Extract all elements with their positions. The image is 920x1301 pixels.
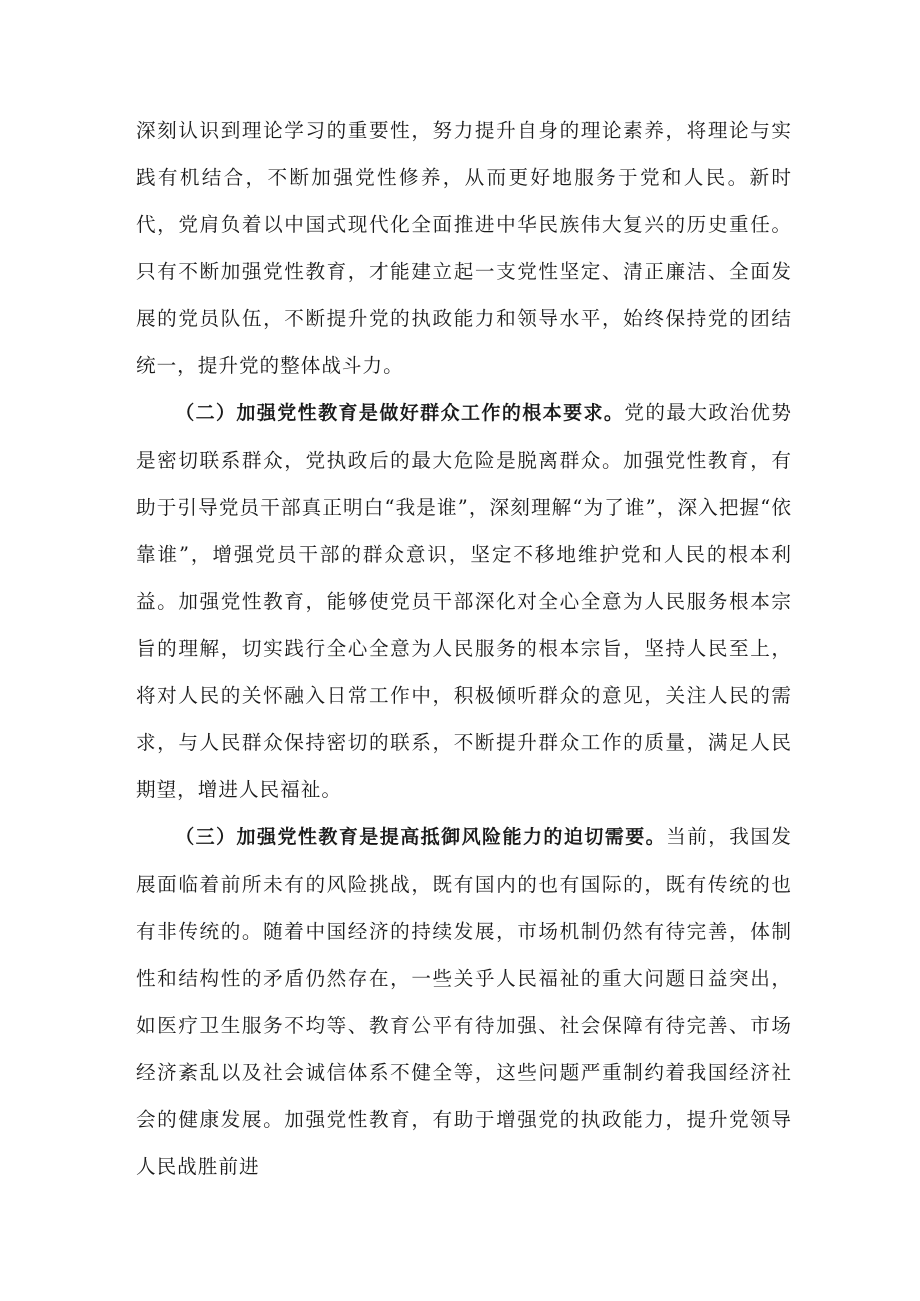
section-heading: （三）加强党性教育是提高抵御风险能力的迫切需要。 [175, 826, 667, 848]
paragraph-body: 当前，我国发展面临着前所未有的风险挑战，既有国内的也有国际的，既有传统的也有非传统的。随着中国经济的持续发展，市场机制仍然有待完善，体制性和结构性的矛盾仍然存在，一些关乎人民福祉的重大问题日益突出，如医疗卫生服务不均等、教育公平有待加强、社会保障有待完善、市场经济紊乱以及社会诚信体系不健全等，这些问题严重制约着我国经济社会的健康发展。加强党性教育，有助于增强党的执政能力，提升党领导人民战胜前进 [136, 825, 793, 1178]
paragraph-body: 党的最大政治优势是密切联系群众，党执政后的最大危险是脱离群众。加强党性教育，有助于引导党员干部真正明白“我是谁”，深刻理解“为了谁”，深入把握“依靠谁”，增强党员干部的群众意识，坚定不移地维护党和人民的根本利益。加强党性教育，能够使党员干部深化对全心全意为人民服务根本宗旨的理解，切实践行全心全意为人民服务的根本宗旨，坚持人民至上，将对人民的关怀融入日常工作中，积极倾听群众的意见，关注人民的需求，与人民群众保持密切的联系，不断提升群众工作的质量，满足人民期望，增进人民福祉。 [136, 401, 792, 801]
section-heading: （二）加强党性教育是做好群众工作的根本要求。 [175, 402, 625, 424]
document-page [136, 107, 792, 1190]
paragraph-body: 深刻认识到理论学习的重要性，努力提升自身的理论素养，将理论与实践有机结合，不断加强党性修养，从而更好地服务于党和人民。新时代，党肩负着以中国式现代化全面推进中华民族伟大复兴的历史重任。只有不断加强党性教育，才能建立起一支党性坚定、清正廉洁、全面发展的党员队伍，不断提升党的执政能力和领导水平，始终保持党的团结统一，提升党的整体战斗力。 [136, 119, 792, 377]
paragraph-section-3 [136, 813, 792, 1190]
paragraph-section-2 [136, 389, 792, 813]
paragraph-continuation [136, 107, 792, 389]
